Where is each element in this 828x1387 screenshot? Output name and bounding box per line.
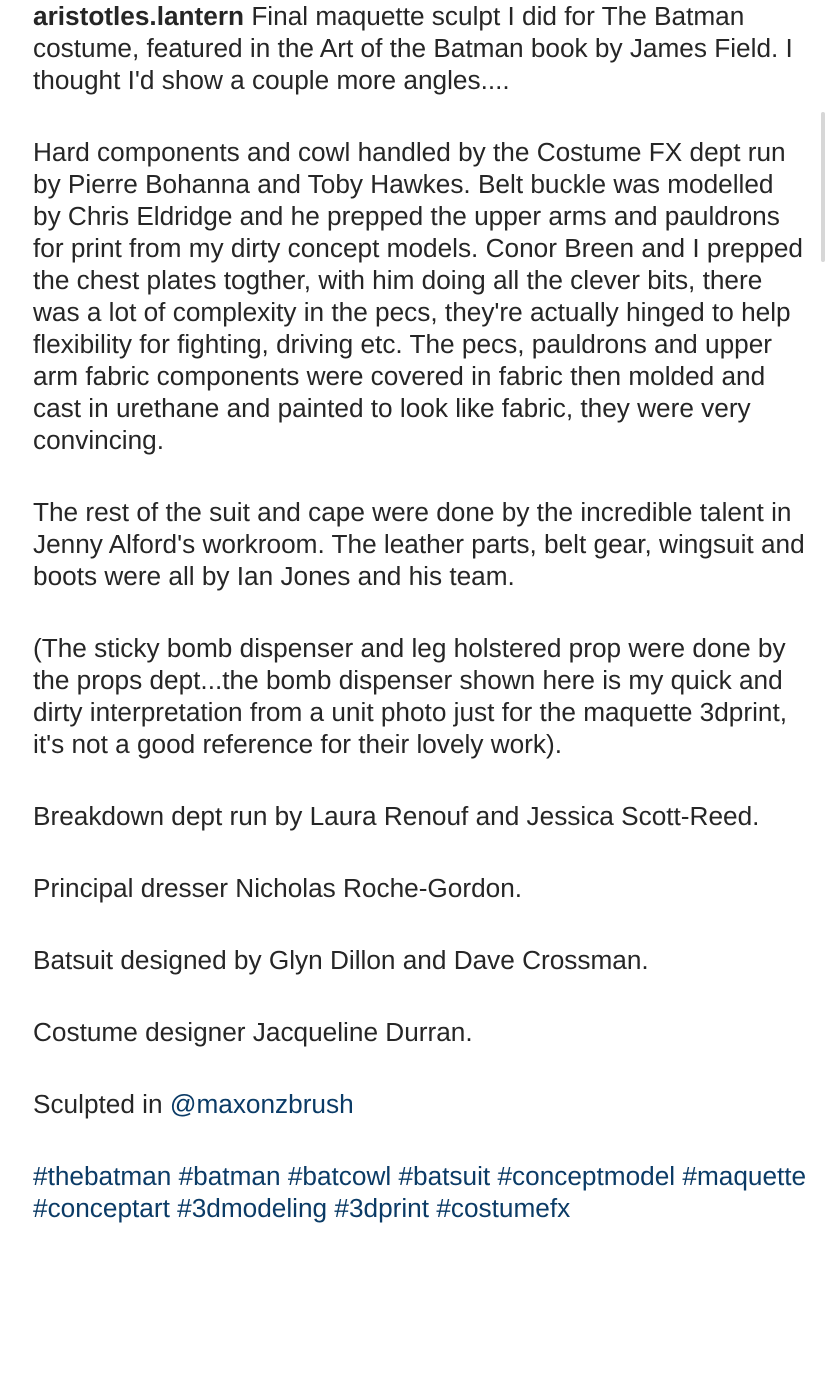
- hashtag-link[interactable]: #3dprint: [334, 1193, 430, 1223]
- caption-paragraph: (The sticky bomb dispenser and leg holstered prop were done by the props dept...the bomb dispenser shown here is my quick and dirty interpretation from a unit photo just for the maquette 3dprint, it's not a good reference for their lovely work).: [33, 633, 788, 759]
- caption-paragraph: Principal dresser Nicholas Roche-Gordon.: [33, 873, 523, 903]
- hashtag-link[interactable]: #batman: [178, 1161, 281, 1191]
- caption-paragraph: Hard components and cowl handled by the Costume FX dept run by Pierre Bohanna and Toby Hawkes. Belt buckle was modelled by Chris Eldridge and he prepped the upper arms and pauldrons for print from my dirty concept models. Conor Breen and I prepped the chest plates togther, with him doing all the clever bits, there was a lot of complexity in the pecs, they're actually hinged to help flexibility for fighting, driving etc. The pecs, pauldrons and upper arm fabric components were covered in fabric then molded and cast in urethane and painted to look like fabric, they were very convincing.: [33, 137, 803, 455]
- hashtag-link[interactable]: #3dmodeling: [177, 1193, 328, 1223]
- scrollbar[interactable]: [821, 112, 825, 262]
- hashtag-link[interactable]: #batsuit: [398, 1161, 491, 1191]
- hashtag-link[interactable]: #conceptart: [33, 1193, 170, 1223]
- caption-intro-text: Final maquette sculpt I did for The Batman costume, featured in the Art of the Batman book by James Field. I thought I'd show a couple more angles....: [33, 1, 793, 95]
- caption-sculpted: [33, 1088, 808, 1120]
- caption-intro: [33, 0, 808, 96]
- hashtag-link[interactable]: #conceptmodel: [497, 1161, 676, 1191]
- hashtag-link[interactable]: #batcowl: [287, 1161, 392, 1191]
- post-caption: [33, 0, 808, 1264]
- username-link[interactable]: aristotles.lantern: [33, 1, 245, 31]
- sculpted-prefix: Sculpted in: [33, 1089, 170, 1119]
- hashtag-link[interactable]: #maquette: [682, 1161, 807, 1191]
- hashtag-link[interactable]: #costumefx: [436, 1193, 571, 1223]
- caption-paragraph: The rest of the suit and cape were done by the incredible talent in Jenny Alford's workroom. The leather parts, belt gear, wingsuit and boots were all by Ian Jones and his team.: [33, 497, 805, 591]
- caption-paragraph: Breakdown dept run by Laura Renouf and Jessica Scott-Reed.: [33, 801, 760, 831]
- caption-paragraph: Batsuit designed by Glyn Dillon and Dave Crossman.: [33, 945, 649, 975]
- mention-link[interactable]: @maxonzbrush: [169, 1089, 354, 1119]
- caption-paragraph: Costume designer Jacqueline Durran.: [33, 1017, 473, 1047]
- hashtag-link[interactable]: #thebatman: [33, 1161, 172, 1191]
- hashtag-list: [33, 1160, 808, 1224]
